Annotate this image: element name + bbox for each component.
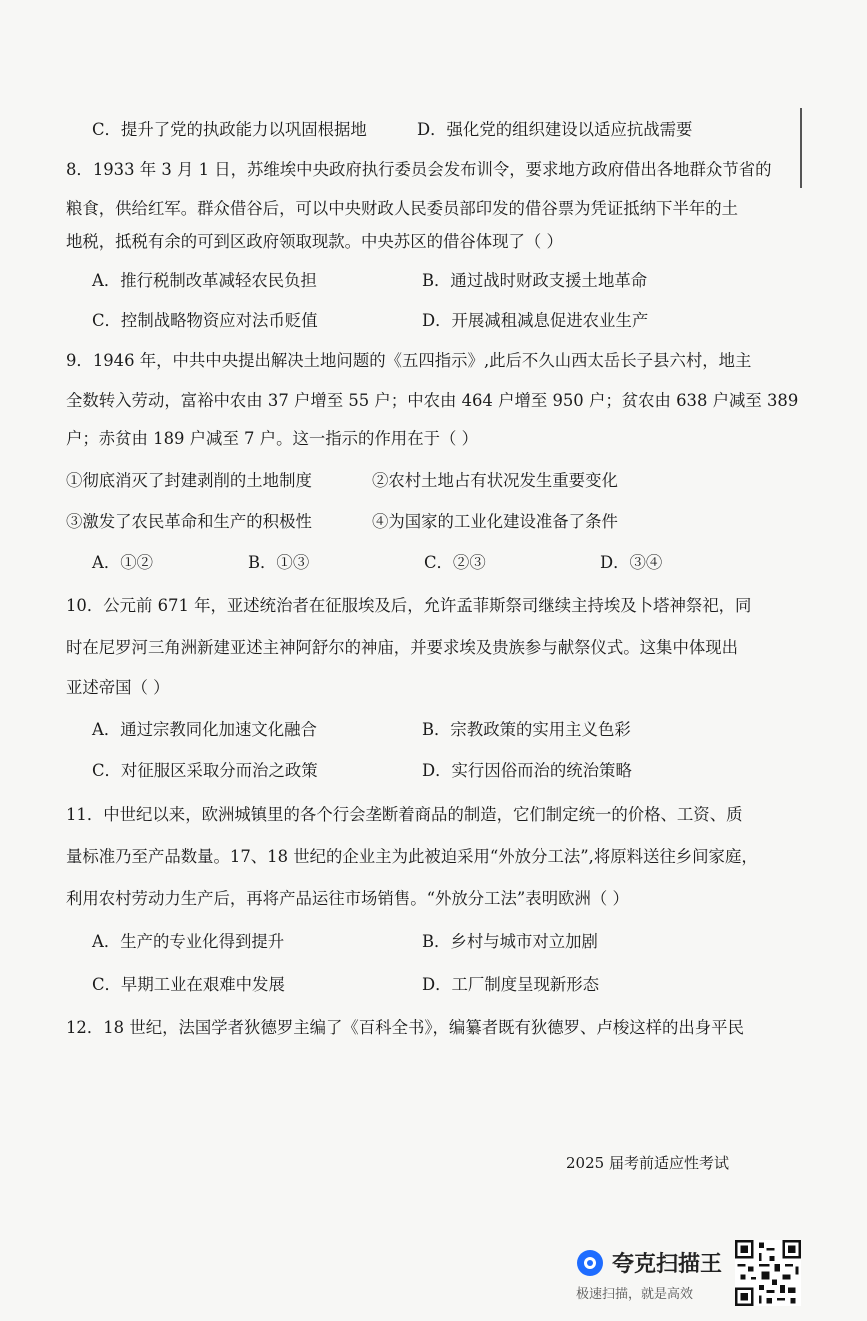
q10-stem-line-1: 10．公元前 671 年，亚述统治者在征服埃及后，允许孟菲斯祭司继续主持埃及卜塔神祭祀，同	[66, 596, 752, 615]
q8-option-b: B．通过战时财政支援土地革命	[422, 271, 648, 290]
q9-statement-1: ①彻底消灭了封建剥削的土地制度	[66, 471, 312, 490]
q10-option-d: D．实行因俗而治的统治策略	[422, 761, 632, 780]
q11-option-c: C．早期工业在艰难中发展	[92, 975, 285, 994]
q9-statement-2: ②农村土地占有状况发生重要变化	[372, 471, 618, 490]
q11-option-a: A．生产的专业化得到提升	[92, 932, 285, 951]
q10-stem-line-2: 时在尼罗河三角洲新建亚述主神阿舒尔的神庙，并要求埃及贵族参与献祭仪式。这集中体现出	[66, 638, 739, 657]
q9-statement-4: ④为国家的工业化建设准备了条件	[372, 512, 618, 531]
q8-option-a: A．推行税制改革减轻农民负担	[92, 271, 317, 290]
q9-option-c: C．②③	[424, 553, 486, 572]
q9-stem-line-2: 全数转入劳动，富裕中农由 37 户增至 55 户；中农由 464 户增至 950 户；贫农由 638 户减至 389	[66, 391, 799, 410]
q8-option-d: D．开展减租减息促进农业生产	[422, 311, 649, 330]
binding-edge-mark	[800, 108, 802, 188]
exam-title: 2025 届考前适应性考试	[566, 1154, 729, 1172]
q10-stem-line-3: 亚述帝国（ ）	[66, 678, 170, 697]
q9-stem-line-1: 9．1946 年，中共中央提出解决土地问题的《五四指示》,此后不久山西太岳长子县六村，地主	[66, 351, 752, 370]
q9-stem-line-3: 户；赤贫由 189 户减至 7 户。这一指示的作用在于（ ）	[66, 429, 478, 448]
q11-stem-line-3: 利用农村劳动力生产后，再将产品运往市场销售。“外放分工法”表明欧洲（ ）	[66, 889, 629, 908]
q7-option-c: C．提升了党的执政能力以巩固根据地	[92, 120, 367, 139]
q8-option-c: C．控制战略物资应对法币贬值	[92, 311, 318, 330]
quark-scanner-logo-icon	[576, 1249, 604, 1277]
q12-stem-line-1: 12．18 世纪，法国学者狄德罗主编了《百科全书》，编纂者既有狄德罗、卢梭这样的出身平民	[66, 1018, 744, 1037]
q8-stem-line-2: 粮食，供给红军。群众借谷后，可以中央财政人民委员部印发的借谷票为凭证抵纳下半年的土	[66, 199, 739, 218]
q11-stem-line-1: 11．中世纪以来，欧洲城镇里的各个行会垄断着商品的制造，它们制定统一的价格、工资、质	[66, 805, 743, 824]
q10-option-b: B．宗教政策的实用主义色彩	[422, 720, 631, 739]
q9-option-d: D．③④	[600, 553, 663, 572]
scanner-watermark	[576, 1241, 736, 1307]
q8-stem-line-1: 8．1933 年 3 月 1 日，苏维埃中央政府执行委员会发布训令，要求地方政府借出各地群众节省的	[66, 160, 772, 179]
q10-option-a: A．通过宗教同化加速文化融合	[92, 720, 317, 739]
q7-option-d: D．强化党的组织建设以适应抗战需要	[417, 120, 693, 139]
scanner-slogan: 极速扫描，就是高效	[576, 1287, 694, 1302]
scanner-brand-name: 夸克扫描王	[612, 1252, 723, 1277]
qr-code-icon	[735, 1240, 801, 1306]
q8-stem-line-3: 地税，抵税有余的可到区政府领取现款。中央苏区的借谷体现了（ ）	[66, 232, 563, 251]
q9-option-b: B．①③	[248, 553, 310, 572]
q11-option-d: D．工厂制度呈现新形态	[422, 975, 600, 994]
q11-option-b: B．乡村与城市对立加剧	[422, 932, 598, 951]
q9-option-a: A．①②	[92, 553, 154, 572]
q9-statement-3: ③激发了农民革命和生产的积极性	[66, 512, 312, 531]
q10-option-c: C．对征服区采取分而治之政策	[92, 761, 318, 780]
q11-stem-line-2: 量标准乃至产品数量。17、18 世纪的企业主为此被迫采用“外放分工法”,将原料送往乡间家庭，	[66, 847, 758, 866]
